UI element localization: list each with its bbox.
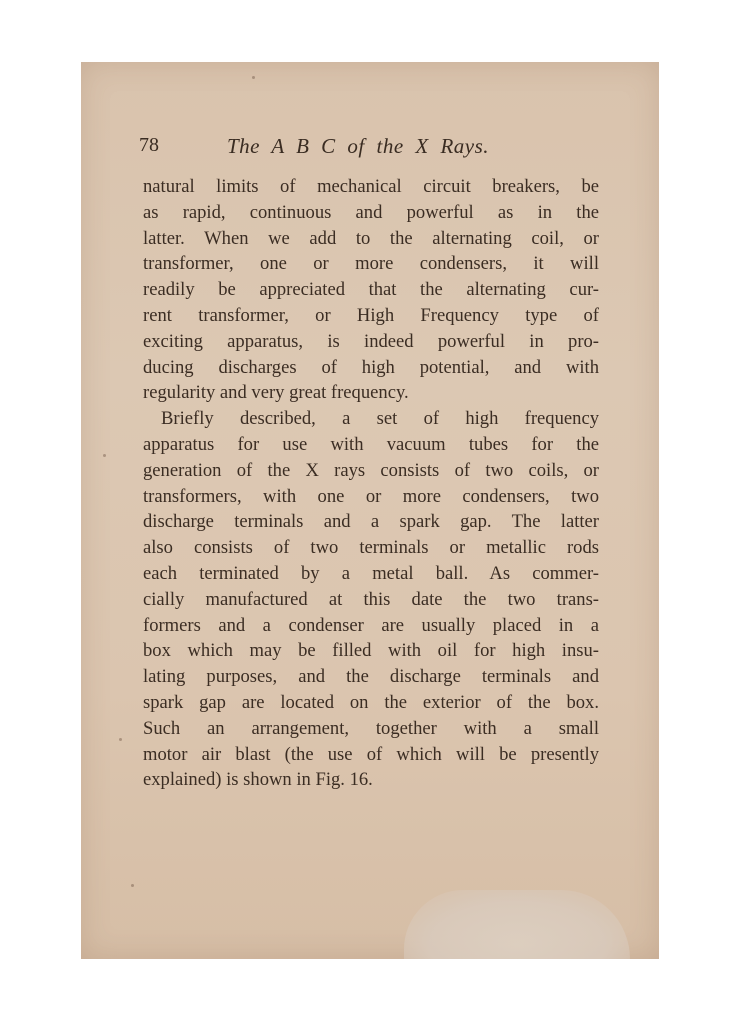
paper-stain [404, 890, 630, 959]
paper-speck [252, 76, 255, 79]
text-line: rent transformer, or High Frequency type of [143, 304, 599, 326]
scanned-page [81, 62, 659, 959]
running-head [139, 134, 599, 164]
text-line: each terminated by a metal ball. As commer- [143, 562, 599, 584]
text-line: also consists of two terminals or metallic rods [143, 537, 599, 559]
text-line: formers and a condenser are usually placed in a [143, 614, 599, 636]
book-title: The A B C of the X Rays. [227, 134, 490, 158]
page-number: 78 [139, 134, 159, 156]
text-line: lating purposes, and the discharge terminals and [143, 666, 599, 688]
text-line: transformers, with one or more condensers, two [143, 485, 599, 507]
text-line: generation of the X rays consists of two coils, or [143, 459, 599, 481]
text-line: spark gap are located on the exterior of the box. [143, 691, 599, 713]
text-line: explained) is shown in Fig. 16. [143, 769, 373, 791]
text-line: apparatus for use with vacuum tubes for the [143, 433, 599, 455]
body-text [143, 174, 599, 793]
text-line: motor air blast (the use of which will be presently [143, 743, 599, 765]
paper-speck [119, 738, 122, 741]
text-line: transformer, one or more condensers, it will [143, 253, 599, 275]
text-line: readily be appreciated that the alternating cur- [143, 279, 599, 301]
paragraph-1 [143, 174, 599, 406]
text-line: regularity and very great frequency. [143, 382, 409, 404]
text-line: cially manufactured at this date the two trans- [143, 588, 599, 610]
paper-speck [131, 884, 134, 887]
text-line: Briefly described, a set of high frequency [161, 408, 599, 430]
text-line: latter. When we add to the alternating coil, or [143, 227, 599, 249]
text-line: natural limits of mechanical circuit breakers, be [143, 176, 599, 197]
text-line: exciting apparatus, is indeed powerful in pro- [143, 330, 599, 352]
text-line: Such an arrangement, together with a small [143, 717, 599, 739]
text-line: box which may be filled with oil for high insu- [143, 640, 599, 662]
text-line: as rapid, continuous and powerful as in the [143, 201, 599, 223]
paragraph-2 [143, 406, 599, 793]
text-line: discharge terminals and a spark gap. The latter [143, 511, 599, 533]
paper-speck [103, 454, 106, 457]
text-line: ducing discharges of high potential, and with [143, 356, 599, 378]
